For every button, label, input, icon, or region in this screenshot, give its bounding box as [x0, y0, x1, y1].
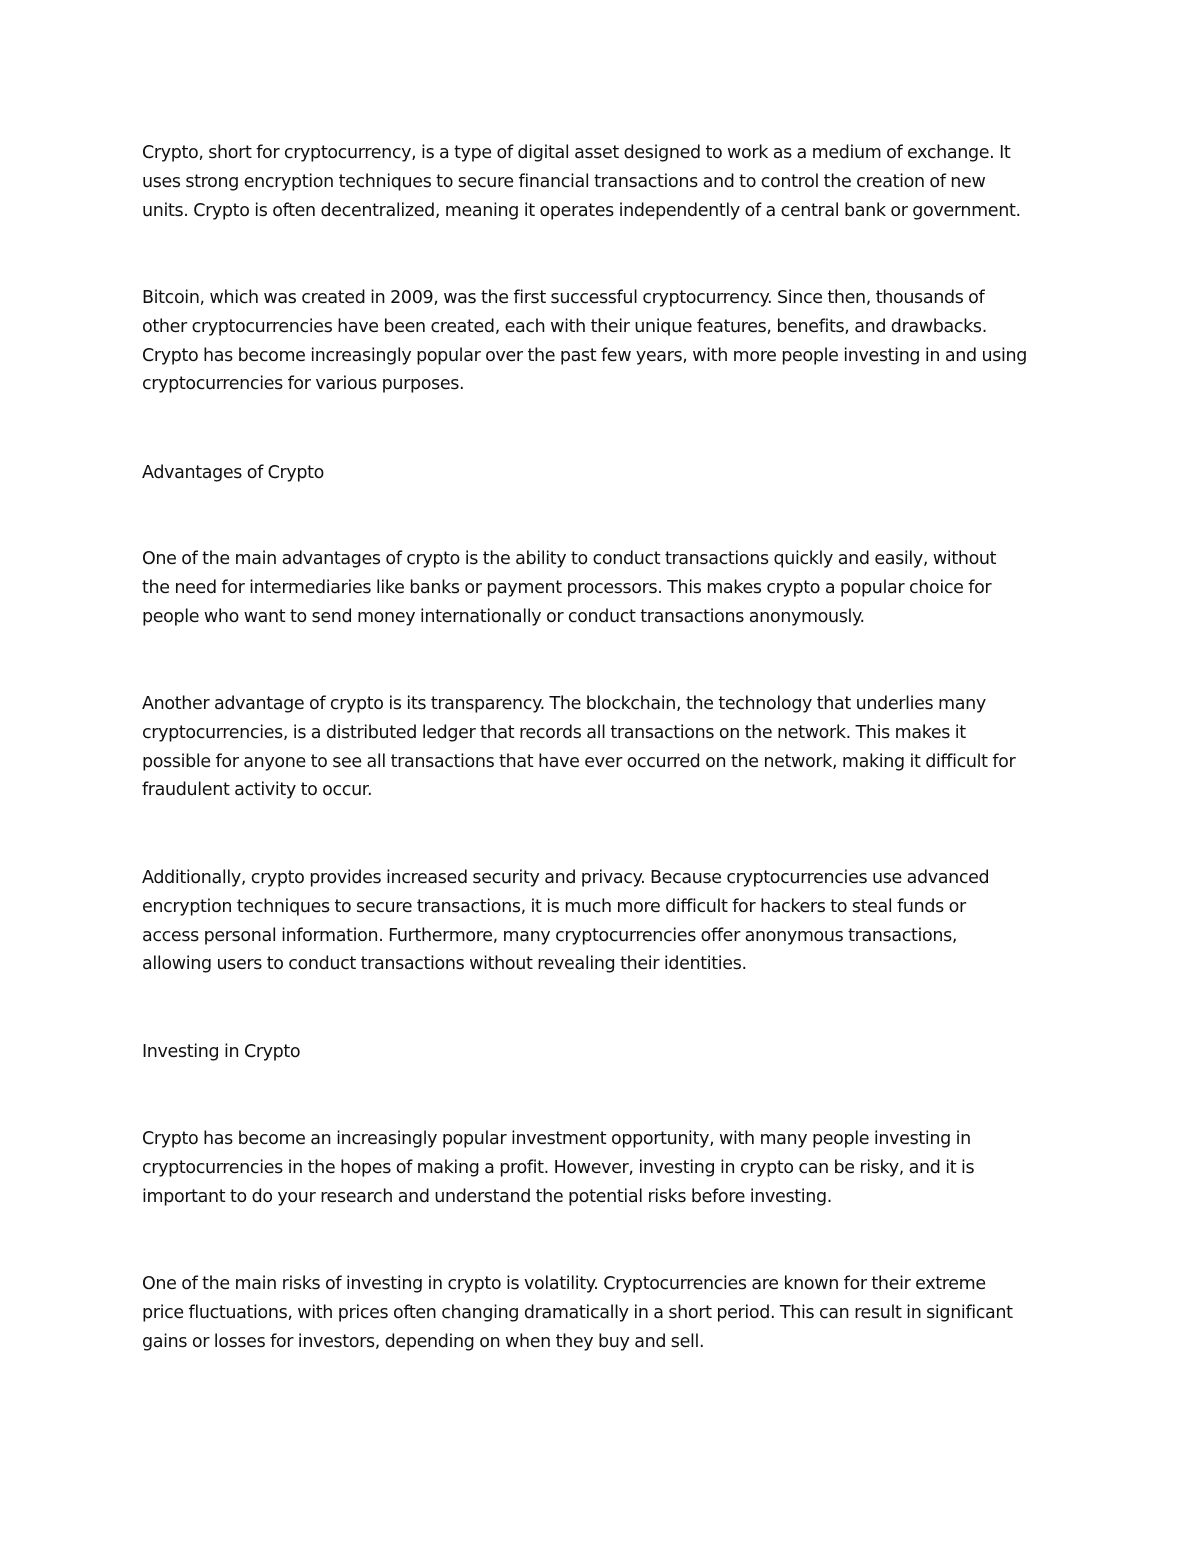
text-line: fraudulent activity to occur.	[142, 780, 373, 801]
advantages-paragraph-2	[142, 690, 1072, 805]
text-line: important to do your research and understand the potential risks before investing.	[142, 1186, 832, 1207]
investing-paragraph-2	[142, 1270, 1072, 1356]
text-line: other cryptocurrencies have been created, each with their unique features, benefits, and drawbacks.	[142, 316, 987, 337]
text-line: One of the main risks of investing in crypto is volatility. Cryptocurrencies are known for their extreme	[142, 1274, 986, 1294]
intro-paragraph	[142, 139, 1072, 225]
text-line: the need for intermediaries like banks or payment processors. This makes crypto a popular choice for	[142, 577, 992, 598]
text-line: encryption techniques to secure transactions, it is much more difficult for hackers to steal funds or	[142, 896, 966, 917]
text-line: units. Crypto is often decentralized, meaning it operates independently of a central bank or government.	[142, 200, 1021, 221]
text-line: Another advantage of crypto is its transparency. The blockchain, the technology that underlies many	[142, 694, 986, 714]
heading-text: Advantages of Crypto	[142, 463, 324, 483]
text-line: gains or losses for investors, depending on when they buy and sell.	[142, 1331, 705, 1352]
text-line: uses strong encryption techniques to secure financial transactions and to control the creation of new	[142, 171, 986, 192]
section-heading-investing	[142, 1038, 1072, 1067]
text-line: cryptocurrencies for various purposes.	[142, 374, 465, 395]
text-line: Bitcoin, which was created in 2009, was the first successful cryptocurrency. Since then, thousands of	[142, 288, 985, 308]
section-heading-advantages	[142, 459, 1072, 488]
advantages-paragraph-3	[142, 864, 1072, 979]
text-line: possible for anyone to see all transactions that have ever occurred on the network, making it difficult for	[142, 751, 1016, 772]
advantages-paragraph-1	[142, 545, 1072, 631]
text-line: Additionally, crypto provides increased security and privacy. Because cryptocurrencies use advanced	[142, 868, 990, 888]
text-line: cryptocurrencies, is a distributed ledger that records all transactions on the network. This makes it	[142, 722, 966, 743]
bitcoin-paragraph	[142, 284, 1072, 399]
text-line: Crypto has become an increasingly popular investment opportunity, with many people investing in	[142, 1129, 971, 1149]
text-line: Crypto, short for cryptocurrency, is a type of digital asset designed to work as a medium of exchange. It	[142, 143, 1011, 163]
text-line: allowing users to conduct transactions without revealing their identities.	[142, 954, 747, 975]
text-line: people who want to send money internationally or conduct transactions anonymously.	[142, 606, 865, 627]
text-line: Crypto has become increasingly popular over the past few years, with more people investing in and using	[142, 345, 1027, 366]
heading-text: Investing in Crypto	[142, 1042, 301, 1062]
text-line: access personal information. Furthermore, many cryptocurrencies offer anonymous transactions,	[142, 925, 958, 946]
investing-paragraph-1	[142, 1125, 1072, 1211]
text-line: cryptocurrencies in the hopes of making a profit. However, investing in crypto can be risky, and it is	[142, 1157, 975, 1178]
text-line: price fluctuations, with prices often changing dramatically in a short period. This can result in significant	[142, 1302, 1013, 1323]
text-line: One of the main advantages of crypto is the ability to conduct transactions quickly and easily, without	[142, 549, 997, 569]
